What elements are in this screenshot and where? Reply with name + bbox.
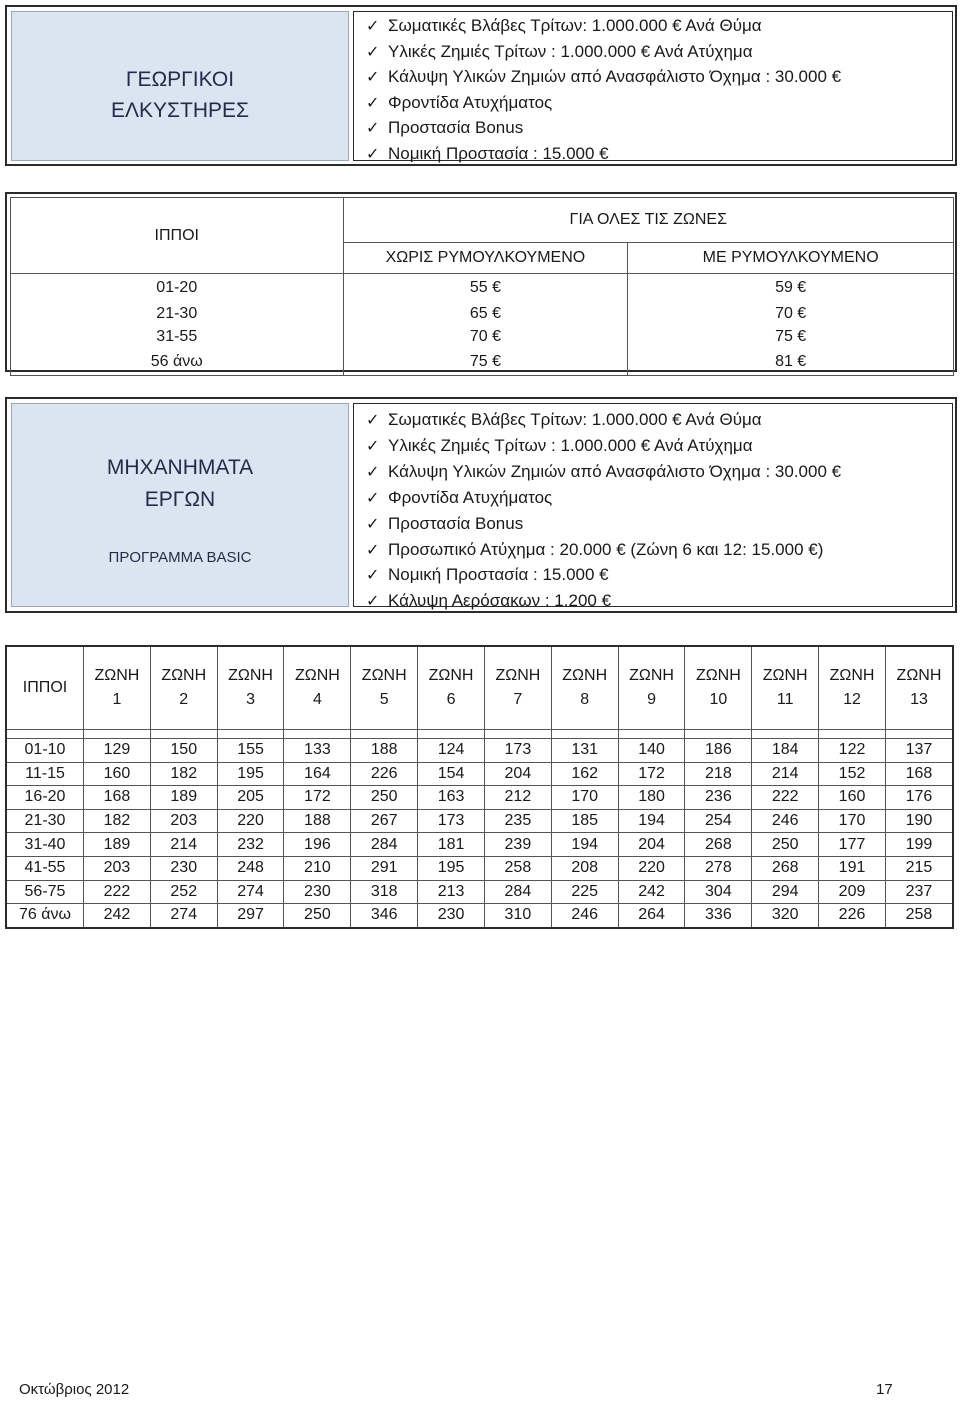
zone-word: ΖΩΝΗ — [629, 667, 674, 684]
premium-cell: 186 — [685, 739, 752, 763]
coverage-text: Σωματικές Βλάβες Τρίτων: 1.000.000 € Ανά Θύμα — [388, 16, 762, 35]
zone-word: ΖΩΝΗ — [695, 667, 741, 684]
premium-cell: 230 — [284, 880, 351, 904]
coverage-text: Υλικές Ζημιές Τρίτων : 1.000.000 € Ανά Ατύχημα — [388, 435, 753, 455]
coverage-item — [366, 538, 841, 564]
premium-cell: 264 — [618, 904, 685, 928]
premium-cell: 182 — [84, 809, 151, 833]
premium-cell: 133 — [284, 739, 351, 763]
check-icon: ✓ — [366, 43, 380, 61]
premium-cell: 222 — [84, 880, 151, 904]
zone-header — [551, 646, 618, 730]
premium-cell: 278 — [685, 856, 752, 880]
zone-word: ΖΩΝΗ — [161, 667, 207, 684]
premium-cell: 172 — [618, 762, 685, 786]
premium-cell: 180 — [618, 786, 685, 810]
premium-cell: 310 — [484, 904, 551, 928]
premium-cell: 304 — [685, 880, 752, 904]
category-title-line1: ΜΗΧΑΝΗΜΑΤΑ — [106, 456, 254, 479]
coverage-text: Φροντίδα Ατυχήματος — [388, 92, 553, 112]
premium-cell: 239 — [484, 833, 551, 857]
premium-cell: 336 — [685, 904, 752, 928]
premium-cell: 124 — [418, 739, 485, 763]
premium-cell: 129 — [84, 739, 151, 763]
premium-with-cell: 70 € — [628, 302, 954, 325]
check-icon: ✓ — [366, 541, 380, 559]
premium-cell: 204 — [484, 762, 551, 786]
coverage-item — [366, 512, 841, 538]
coverage-text: Φροντίδα Ατυχήματος — [388, 487, 553, 507]
premium-cell: 164 — [284, 762, 351, 786]
premium-cell: 268 — [752, 856, 819, 880]
zone-premium-table — [5, 645, 954, 929]
premium-cell: 170 — [819, 809, 886, 833]
zone-number: 3 — [246, 691, 256, 708]
premium-cell: 258 — [885, 904, 953, 928]
premium-cell: 210 — [284, 856, 351, 880]
spacer-cell — [418, 730, 485, 739]
program-name: ΠΡΟΓΡΑΜΜΑ BASIC — [108, 549, 252, 566]
coverage-item — [366, 589, 841, 615]
zone-number: 5 — [379, 691, 389, 708]
hp-cell: 11-15 — [6, 762, 84, 786]
table-row — [6, 809, 953, 833]
premium-cell: 252 — [150, 880, 217, 904]
premium-cell: 291 — [351, 856, 418, 880]
table-row — [11, 274, 954, 303]
premium-with-cell: 59 € — [628, 274, 954, 303]
premium-cell: 150 — [150, 739, 217, 763]
premium-cell: 160 — [84, 762, 151, 786]
premium-cell: 213 — [418, 880, 485, 904]
premium-cell: 236 — [685, 786, 752, 810]
zone-header — [885, 646, 953, 730]
header-with-trailer: ΜΕ ΡΥΜΟΥΛΚΟΥΜΕΝΟ — [628, 243, 954, 274]
coverage-list — [366, 408, 841, 615]
premium-cell: 274 — [150, 904, 217, 928]
coverage-item — [366, 65, 841, 91]
table-row — [11, 302, 954, 325]
premium-cell: 246 — [752, 809, 819, 833]
premium-cell: 230 — [418, 904, 485, 928]
coverage-item — [366, 142, 841, 168]
premium-cell: 235 — [484, 809, 551, 833]
spacer-cell — [885, 730, 953, 739]
zone-number: 13 — [910, 691, 928, 708]
premium-cell: 230 — [150, 856, 217, 880]
premium-cell: 208 — [551, 856, 618, 880]
coverage-text: Κάλυψη Αερόσακων : 1.200 € — [388, 591, 612, 611]
check-icon: ✓ — [366, 18, 380, 35]
zone-word: ΖΩΝΗ — [94, 667, 140, 684]
check-icon: ✓ — [366, 94, 380, 112]
spacer-cell — [752, 730, 819, 739]
premium-cell: 246 — [551, 904, 618, 928]
premium-cell: 220 — [618, 856, 685, 880]
coverage-text: Υλικές Ζημιές Τρίτων : 1.000.000 € Ανά Ατύχημα — [388, 41, 753, 61]
premium-cell: 232 — [217, 833, 284, 857]
premium-cell: 346 — [351, 904, 418, 928]
premium-cell: 140 — [618, 739, 685, 763]
check-icon: ✓ — [366, 437, 380, 455]
check-icon: ✓ — [366, 120, 380, 138]
zone-header — [284, 646, 351, 730]
table-row — [11, 325, 954, 348]
premium-cell: 195 — [217, 762, 284, 786]
premium-cell: 188 — [351, 739, 418, 763]
zone-word: ΖΩΝΗ — [829, 667, 875, 684]
header-hp: ΙΠΠΟΙ — [11, 198, 344, 274]
zone-header — [819, 646, 886, 730]
spacer-cell — [217, 730, 284, 739]
zone-word: ΖΩΝΗ — [896, 667, 942, 684]
zone-number: 11 — [776, 691, 794, 708]
page-number: 17 — [876, 1381, 893, 1398]
check-icon: ✓ — [366, 145, 380, 163]
premium-cell: 163 — [418, 786, 485, 810]
zone-header — [418, 646, 485, 730]
premium-cell: 194 — [551, 833, 618, 857]
premium-cell: 182 — [150, 762, 217, 786]
premium-cell: 220 — [217, 809, 284, 833]
machinery-coverage-list-panel — [353, 403, 953, 611]
premium-cell: 248 — [217, 856, 284, 880]
premium-cell: 214 — [752, 762, 819, 786]
premium-cell: 254 — [685, 809, 752, 833]
premium-cell: 214 — [150, 833, 217, 857]
coverage-text: Προστασία Bonus — [388, 513, 524, 533]
premium-cell: 191 — [819, 856, 886, 880]
premium-cell: 172 — [284, 786, 351, 810]
zone-header — [685, 646, 752, 730]
zone-header — [484, 646, 551, 730]
premium-cell: 204 — [618, 833, 685, 857]
premium-cell: 176 — [885, 786, 953, 810]
zone-header — [351, 646, 418, 730]
zone-number: 4 — [312, 691, 322, 708]
hp-cell: 31-40 — [6, 833, 84, 857]
coverage-text: Προστασία Bonus — [388, 118, 524, 138]
coverage-text: Κάλυψη Υλικών Ζημιών από Ανασφάλιστο Όχημα : 30.000 € — [388, 461, 842, 481]
coverage-item — [366, 486, 841, 512]
check-icon: ✓ — [366, 489, 380, 507]
zone-number: 10 — [709, 691, 728, 708]
machinery-category-panel — [11, 403, 349, 607]
premium-cell: 225 — [551, 880, 618, 904]
premium-cell: 195 — [418, 856, 485, 880]
spacer-cell — [6, 730, 84, 739]
zone-number: 8 — [580, 691, 590, 708]
zone-number: 12 — [843, 691, 861, 708]
hp-cell: 56-75 — [6, 880, 84, 904]
table-row — [6, 856, 953, 880]
table-row — [6, 904, 953, 928]
zone-word: ΖΩΝΗ — [428, 667, 474, 684]
check-icon: ✓ — [366, 567, 380, 585]
premium-cell: 131 — [551, 739, 618, 763]
category-title-line1: ΓΕΩΡΓΙΚΟΙ — [125, 68, 235, 91]
premium-cell: 189 — [84, 833, 151, 857]
table-row — [6, 786, 953, 810]
premium-cell: 318 — [351, 880, 418, 904]
premium-cell: 188 — [284, 809, 351, 833]
spacer-cell — [84, 730, 151, 739]
table-row — [6, 833, 953, 857]
premium-cell: 181 — [418, 833, 485, 857]
spacer-row — [6, 730, 953, 739]
check-icon: ✓ — [366, 593, 380, 611]
hp-cell: 31-55 — [11, 325, 344, 348]
premium-cell: 284 — [351, 833, 418, 857]
zone-header — [752, 646, 819, 730]
premium-without-cell: 70 € — [343, 325, 628, 348]
premium-without-cell: 65 € — [343, 302, 628, 325]
coverage-item — [366, 40, 841, 66]
hp-cell: 56 άνω — [11, 348, 344, 376]
zone-number: 1 — [112, 691, 122, 708]
premium-cell: 258 — [484, 856, 551, 880]
spacer-cell — [284, 730, 351, 739]
premium-cell: 203 — [150, 809, 217, 833]
hp-cell: 21-30 — [11, 302, 344, 325]
check-icon: ✓ — [366, 463, 380, 481]
zone-word: ΖΩΝΗ — [228, 667, 273, 684]
coverage-item — [366, 91, 841, 117]
premium-cell: 209 — [819, 880, 886, 904]
zone-header — [84, 646, 151, 730]
hp-cell: 21-30 — [6, 809, 84, 833]
zone-number: 9 — [647, 691, 656, 708]
premium-cell: 168 — [885, 762, 953, 786]
coverage-item — [366, 408, 841, 434]
table-row — [6, 739, 953, 763]
zone-number: 7 — [513, 691, 523, 708]
premium-cell: 160 — [819, 786, 886, 810]
premium-cell: 155 — [217, 739, 284, 763]
coverage-text: Νομική Προστασία : 15.000 € — [388, 143, 609, 163]
premium-cell: 250 — [351, 786, 418, 810]
spacer-cell — [819, 730, 886, 739]
zone-header — [217, 646, 284, 730]
premium-cell: 268 — [685, 833, 752, 857]
premium-without-cell: 55 € — [343, 274, 628, 303]
premium-cell: 152 — [819, 762, 886, 786]
header-hp: ΙΠΠΟΙ — [6, 646, 84, 730]
premium-with-cell: 81 € — [628, 348, 954, 376]
zone-header-row — [6, 646, 953, 730]
premium-cell: 226 — [351, 762, 418, 786]
spacer-cell — [484, 730, 551, 739]
coverage-item — [366, 434, 841, 460]
hp-cell: 01-20 — [11, 274, 344, 303]
zone-word: ΖΩΝΗ — [294, 667, 340, 684]
coverage-item — [366, 563, 841, 589]
premium-cell: 154 — [418, 762, 485, 786]
premium-cell: 250 — [284, 904, 351, 928]
hp-cell: 76 άνω — [6, 904, 84, 928]
premium-cell: 162 — [551, 762, 618, 786]
check-icon: ✓ — [366, 515, 380, 533]
coverage-text: Σωματικές Βλάβες Τρίτων: 1.000.000 € Ανά Θύμα — [388, 410, 762, 429]
trailer-premium-table — [10, 197, 954, 376]
coverage-text: Προσωπικό Ατύχημα : 20.000 € (Ζώνη 6 και 12: 15.000 €) — [388, 539, 824, 559]
zone-number: 6 — [446, 691, 456, 708]
tractors-coverage-list-panel — [353, 11, 953, 161]
premium-cell: 320 — [752, 904, 819, 928]
premium-cell: 226 — [819, 904, 886, 928]
premium-cell: 189 — [150, 786, 217, 810]
footer-date: Οκτώβριος 2012 — [19, 1381, 130, 1398]
coverage-list — [366, 14, 841, 168]
premium-cell: 190 — [885, 809, 953, 833]
category-title-line2: ΕΡΓΩΝ — [144, 488, 216, 511]
premium-cell: 205 — [217, 786, 284, 810]
zone-word: ΖΩΝΗ — [361, 667, 407, 684]
premium-cell: 196 — [284, 833, 351, 857]
premium-cell: 137 — [885, 739, 953, 763]
table-row — [6, 762, 953, 786]
premium-cell: 297 — [217, 904, 284, 928]
premium-cell: 250 — [752, 833, 819, 857]
zone-header — [150, 646, 217, 730]
zone-word: ΖΩΝΗ — [762, 667, 808, 684]
premium-cell: 242 — [84, 904, 151, 928]
trailer-premium-box — [5, 192, 957, 372]
coverage-item — [366, 116, 841, 142]
hp-cell: 16-20 — [6, 786, 84, 810]
zone-word: ΖΩΝΗ — [562, 667, 608, 684]
premium-with-cell: 75 € — [628, 325, 954, 348]
tractors-category-panel — [11, 11, 349, 161]
premium-cell: 173 — [484, 739, 551, 763]
tractors-coverage-box — [5, 5, 957, 166]
premium-cell: 267 — [351, 809, 418, 833]
premium-cell: 173 — [418, 809, 485, 833]
coverage-text: Νομική Προστασία : 15.000 € — [388, 565, 609, 585]
premium-cell: 218 — [685, 762, 752, 786]
premium-without-cell: 75 € — [343, 348, 628, 376]
premium-cell: 170 — [551, 786, 618, 810]
zone-premium-rows — [6, 730, 953, 928]
coverage-item — [366, 14, 841, 40]
zone-number: 2 — [179, 691, 189, 708]
table-row — [11, 348, 954, 376]
premium-cell: 177 — [819, 833, 886, 857]
premium-cell: 237 — [885, 880, 953, 904]
premium-cell: 194 — [618, 809, 685, 833]
premium-cell: 184 — [752, 739, 819, 763]
premium-cell: 222 — [752, 786, 819, 810]
premium-cell: 212 — [484, 786, 551, 810]
machinery-coverage-box — [5, 397, 957, 613]
zone-word: ΖΩΝΗ — [495, 667, 541, 684]
premium-cell: 122 — [819, 739, 886, 763]
premium-cell: 168 — [84, 786, 151, 810]
premium-cell: 294 — [752, 880, 819, 904]
coverage-item — [366, 460, 841, 486]
zone-header — [618, 646, 685, 730]
spacer-cell — [150, 730, 217, 739]
header-without-trailer: ΧΩΡΙΣ ΡΥΜΟΥΛΚΟΥΜΕΝΟ — [343, 243, 628, 274]
spacer-cell — [551, 730, 618, 739]
premium-cell: 284 — [484, 880, 551, 904]
spacer-cell — [685, 730, 752, 739]
coverage-text: Κάλυψη Υλικών Ζημιών από Ανασφάλιστο Όχημα : 30.000 € — [388, 67, 842, 87]
premium-cell: 185 — [551, 809, 618, 833]
premium-cell: 215 — [885, 856, 953, 880]
trailer-premium-rows — [11, 274, 954, 376]
spacer-cell — [618, 730, 685, 739]
hp-cell: 41-55 — [6, 856, 84, 880]
premium-cell: 242 — [618, 880, 685, 904]
premium-cell: 199 — [885, 833, 953, 857]
check-icon: ✓ — [366, 69, 380, 87]
header-all-zones: ΓΙΑ ΟΛΕΣ ΤΙΣ ΖΩΝΕΣ — [343, 198, 953, 243]
hp-cell: 01-10 — [6, 739, 84, 763]
spacer-cell — [351, 730, 418, 739]
premium-cell: 203 — [84, 856, 151, 880]
premium-cell: 274 — [217, 880, 284, 904]
table-row — [6, 880, 953, 904]
category-title-line2: ΕΛΚΥΣΤΗΡΕΣ — [110, 99, 250, 122]
check-icon: ✓ — [366, 412, 380, 429]
